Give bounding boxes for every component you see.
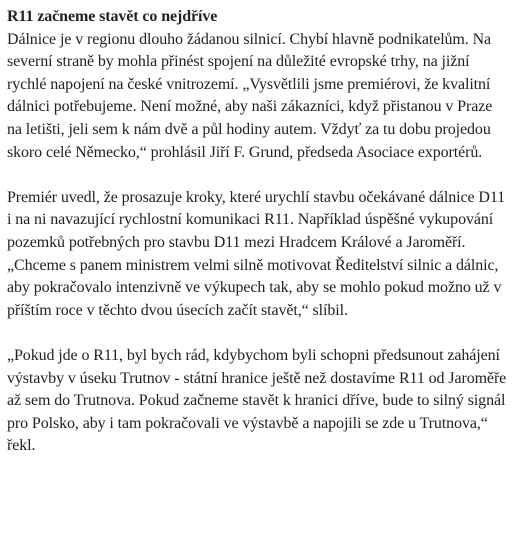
article-subheading: R11 začneme stavět co nejdříve (7, 8, 218, 25)
article-paragraph-3: „Pokud jde o R11, byl bych rád, kdybychom byli schopni předsunout zahájení výstavby v úseku Trutnov - státní hranice ještě než dostavíme R11 od Jaroměře až sem do Trutnova. Pokud začneme stavět k hranici dříve, bude to silný signál pro Polsko, aby i tam pokračovali ve výstavbě a napojili se zde u Trutnova,“ řekl. (7, 346, 507, 455)
article-body (7, 6, 507, 458)
article-paragraph-2: Premiér uvedl, že prosazuje kroky, které urychlí stavbu očekávané dálnice D11 i na ni navazující rychlostní komunikaci R11. Například úspěšné vykupování pozemků potřebných pro stavbu D11 mezi Hradcem Králové a Jaroměří. „Chceme s panem ministrem velmi silně motivovat Ředitelství silnic a dálnic, aby pokračovalo intenzivně ve výkupech tak, aby se mohlo pokud možno už v příštím roce v těchto dvou úsecích začít stavět,“ slíbil. (7, 188, 506, 319)
article-paragraph-1: Dálnice je v regionu dlouho žádanou silnicí. Chybí hlavně podnikatelům. Na severní straně by mohla přinést spojení na důležité evropské trhy, na jižní rychlé napojení na české vnitrozemí. „Vysvětlili jsme premiérovi, že kvalitní dálnici potřebujeme. Není možné, aby naši zákazníci, když přistanou v Praze na letišti, jeli sem k nám dvě a půl hodiny autem. Vždyť za tu dobu projedou skoro celé Německo,“ prohlásil Jiří F. Grund, předseda Asociace exportérů. (7, 30, 493, 161)
